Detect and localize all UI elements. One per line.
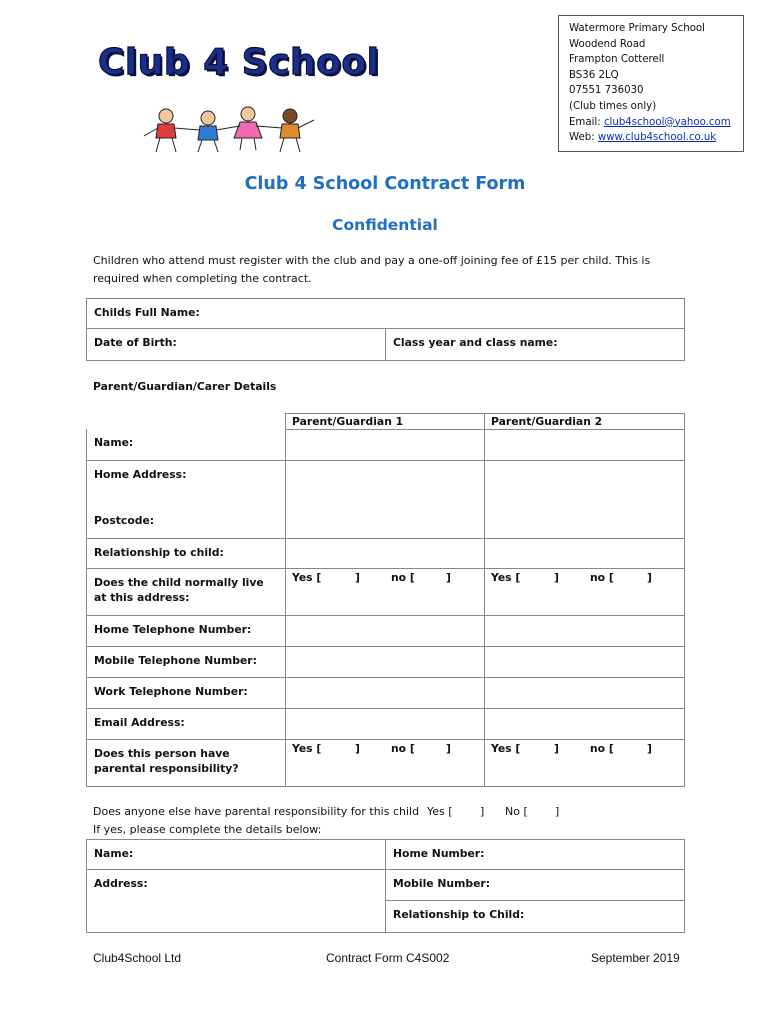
col-header-parent2: Parent/Guardian 2 xyxy=(484,413,685,430)
parent2-work-tel-field[interactable] xyxy=(484,677,685,709)
other-mobile-number-field[interactable]: Mobile Number: xyxy=(385,869,685,901)
parent-section-title: Parent/Guardian/Carer Details xyxy=(93,380,277,393)
if-yes-instruction: If yes, please complete the details below: xyxy=(93,823,322,836)
bracket-close: ] xyxy=(480,805,485,818)
parent1-email-field[interactable] xyxy=(285,708,485,740)
club-times-note: (Club times only) xyxy=(569,100,657,112)
logo-text: Club 4 School xyxy=(98,42,380,83)
intro-text: Children who attend must register with the club and pay a one-off joining fee of £15 per child. This is required when completing the contract. xyxy=(93,254,651,285)
parent1-lives-at-choice[interactable] xyxy=(285,568,485,616)
row-label-work-tel: Work Telephone Number: xyxy=(86,677,286,709)
bracket-close: ] xyxy=(555,805,560,818)
address-line: Frampton Cotterell xyxy=(569,54,665,66)
footer-form-ref: Contract Form C4S002 xyxy=(326,951,450,965)
col-header-parent1: Parent/Guardian 1 xyxy=(285,413,485,430)
bracket-close: ] xyxy=(647,571,652,584)
parent1-home-tel-field[interactable] xyxy=(285,615,485,647)
email-link[interactable]: club4school@yahoo.com xyxy=(603,116,731,128)
parent1-work-tel-field[interactable] xyxy=(285,677,485,709)
bracket-close: ] xyxy=(446,742,451,755)
other-parental-question: Does anyone else have parental responsibility for this child xyxy=(93,805,420,818)
other-name-field[interactable]: Name: xyxy=(86,839,386,870)
other-no-option[interactable]: No [ xyxy=(505,805,528,818)
no-option[interactable]: no [ xyxy=(391,742,415,755)
address-line: Watermore Primary School xyxy=(569,23,705,34)
yes-option[interactable]: Yes [ xyxy=(292,742,322,755)
row-label-email: Email Address: xyxy=(86,708,286,740)
bracket-close: ] xyxy=(355,742,360,755)
yes-option[interactable]: Yes [ xyxy=(491,571,521,584)
no-option[interactable]: no [ xyxy=(590,571,614,584)
form-title: Club 4 School Contract Form xyxy=(244,174,526,194)
other-home-number-field[interactable]: Home Number: xyxy=(385,839,685,870)
bracket-close: ] xyxy=(355,571,360,584)
parent2-email-field[interactable] xyxy=(484,708,685,740)
row-label-parental: Does this person have parental responsibility? xyxy=(86,739,286,787)
parent2-parental-choice[interactable] xyxy=(484,739,685,787)
web-link[interactable]: www.club4school.co.uk xyxy=(597,132,717,144)
yes-option[interactable]: Yes [ xyxy=(292,571,322,584)
parent1-relationship-field[interactable] xyxy=(285,538,485,569)
bracket-close: ] xyxy=(647,742,652,755)
class-field[interactable]: Class year and class name: xyxy=(385,329,685,361)
web-line: Web: www.club4school.co.uk xyxy=(569,132,717,144)
footer-company: Club4School Ltd xyxy=(93,951,182,965)
parent1-name-field[interactable] xyxy=(285,429,485,461)
parent2-mobile-tel-field[interactable] xyxy=(484,646,685,678)
parent2-lives-at-choice[interactable] xyxy=(484,568,685,616)
no-option[interactable]: no [ xyxy=(590,742,614,755)
parent1-address-field[interactable] xyxy=(285,460,485,539)
bracket-close: ] xyxy=(446,571,451,584)
parent2-home-tel-field[interactable] xyxy=(484,615,685,647)
email-line: Email: club4school@yahoo.com xyxy=(569,116,731,128)
other-relationship-field[interactable]: Relationship to Child: xyxy=(385,900,685,933)
footer-date: September 2019 xyxy=(591,951,680,965)
parent2-address-field[interactable] xyxy=(484,460,685,539)
bracket-close: ] xyxy=(554,742,559,755)
other-yes-option[interactable]: Yes [ xyxy=(427,805,453,818)
row-label-lives-at: Does the child normally live at this address: xyxy=(86,568,286,616)
other-address-field[interactable]: Address: xyxy=(86,869,386,933)
no-option[interactable]: no [ xyxy=(391,571,415,584)
parent1-mobile-tel-field[interactable] xyxy=(285,646,485,678)
row-label-home-address: Home Address: Postcode: xyxy=(86,460,286,539)
parent2-relationship-field[interactable] xyxy=(484,538,685,569)
address-line: BS36 2LQ xyxy=(569,69,619,81)
confidential-heading: Confidential xyxy=(332,216,438,234)
row-label-home-tel: Home Telephone Number: xyxy=(86,615,286,647)
row-label-relationship: Relationship to child: xyxy=(86,538,286,569)
phone-line: 07551 736030 xyxy=(569,85,644,97)
child-full-name-field[interactable]: Childs Full Name: xyxy=(86,298,685,329)
address-box xyxy=(558,15,744,152)
dob-field[interactable]: Date of Birth: xyxy=(86,329,386,361)
parent2-name-field[interactable] xyxy=(484,429,685,461)
row-label-name: Name: xyxy=(86,429,286,461)
row-label-mobile-tel: Mobile Telephone Number: xyxy=(86,646,286,678)
address-line: Woodend Road xyxy=(569,38,646,50)
parent1-parental-choice[interactable] xyxy=(285,739,485,787)
yes-option[interactable]: Yes [ xyxy=(491,742,521,755)
postcode-label: Postcode: xyxy=(94,514,155,527)
children-illustration xyxy=(138,106,318,156)
bracket-close: ] xyxy=(554,571,559,584)
